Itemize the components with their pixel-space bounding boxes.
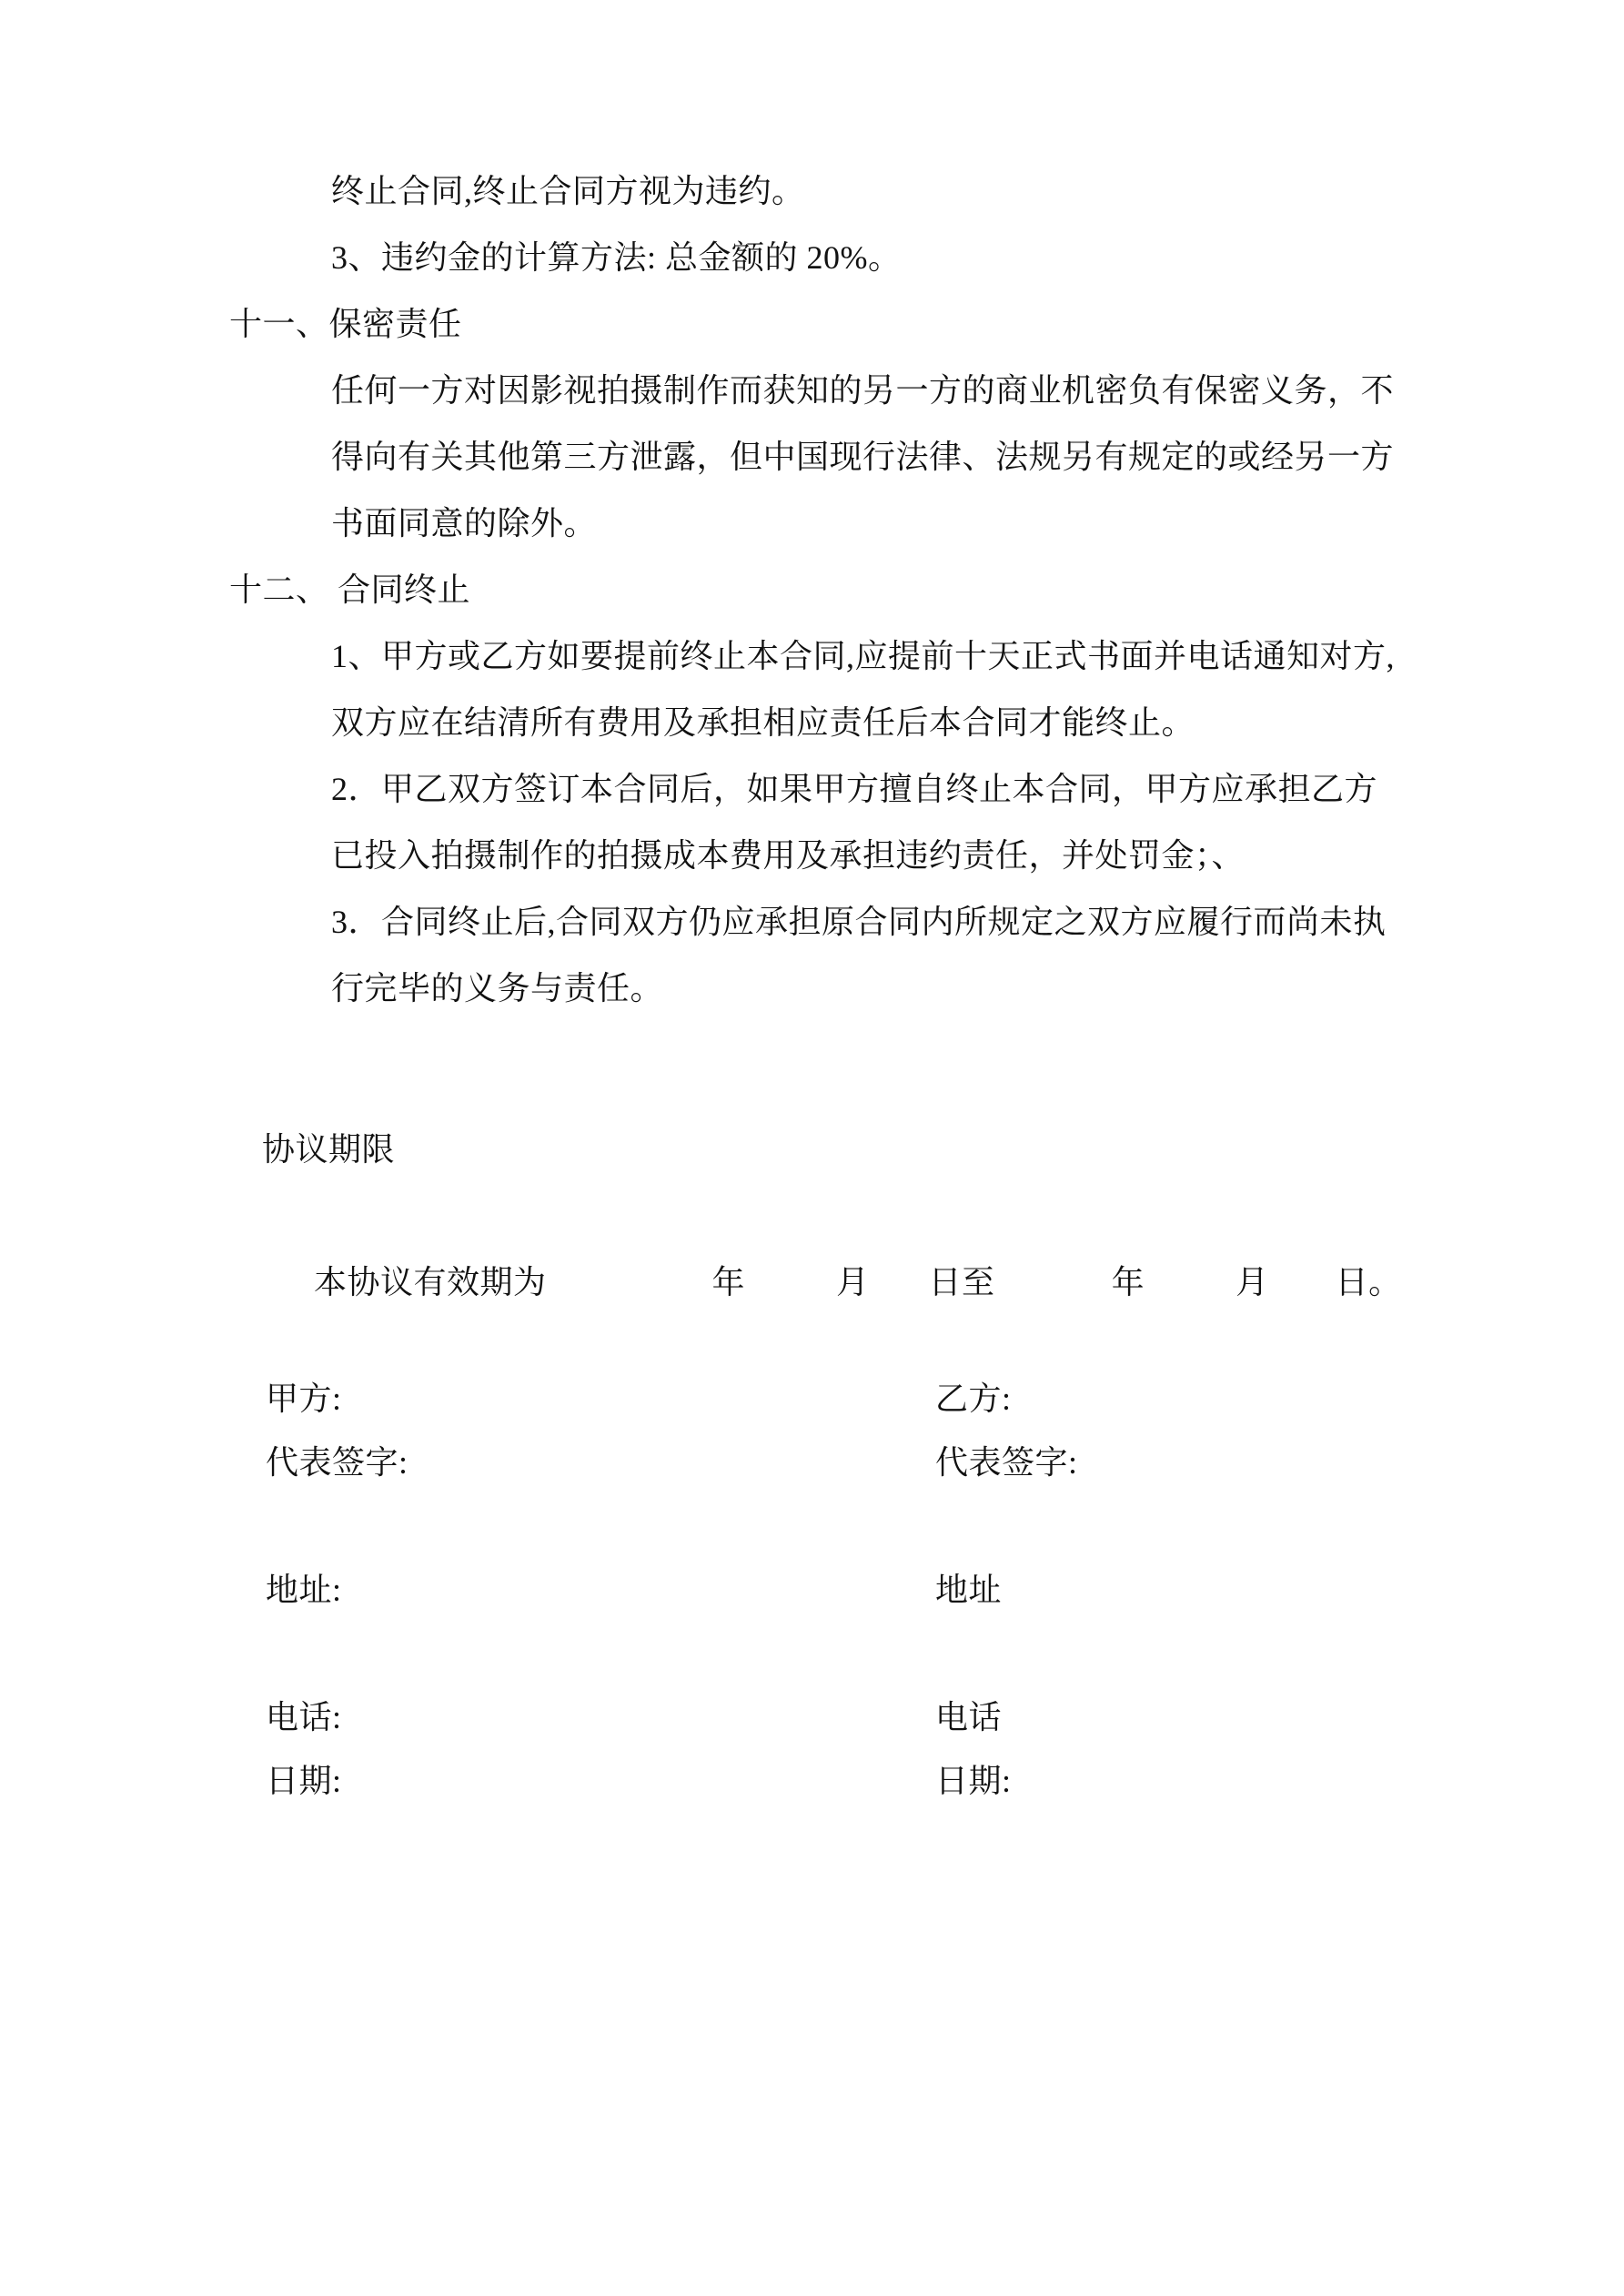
validity-day-end-label: 日。: [1335, 1264, 1402, 1300]
signature-row-party: [266, 1367, 1624, 1431]
contract-text-line: 双方应在结清所有费用及承担相应责任后本合同才能终止。: [331, 704, 1195, 741]
party-a-phone-label: 电话:: [266, 1699, 342, 1735]
party-b-date-label: 日期:: [935, 1763, 1012, 1799]
validity-month-label-1: 月: [836, 1264, 870, 1300]
party-b-label: 乙方:: [935, 1381, 1012, 1417]
validity-period-line: [262, 1183, 1624, 1300]
validity-year-label-1: 年: [711, 1264, 746, 1300]
party-b-address-label: 地址: [935, 1572, 1003, 1608]
contract-text-line: 2．甲乙双方签订本合同后，如果甲方擅自终止本合同，甲方应承担乙方: [331, 771, 1378, 807]
party-a-address-label: 地址:: [266, 1572, 342, 1608]
contract-text-line: 任何一方对因影视拍摄制作而获知的另一方的商业机密负有保密义务，不: [331, 372, 1395, 409]
spacer-cell: [935, 1494, 1624, 1558]
signature-block: [0, 1367, 1624, 1813]
party-a-label: 甲方:: [266, 1381, 342, 1417]
contract-text-line: 1、甲方或乙方如要提前终止本合同,应提前十天正式书面并电话通知对方,: [331, 638, 1396, 674]
spacer-cell: [266, 1494, 935, 1558]
signature-row-sign: [266, 1431, 1624, 1494]
party-b-sign-label: 代表签字:: [935, 1444, 1078, 1481]
validity-prefix: 本协议有效期为: [314, 1264, 547, 1300]
contract-text-line: 终止合同,终止合同方视为违约。: [331, 173, 805, 209]
party-a-sign-label: 代表签字:: [266, 1444, 409, 1481]
signature-row-spacer: [266, 1622, 1624, 1685]
signature-row-date: [266, 1749, 1624, 1813]
party-b-phone-label: 电话: [935, 1699, 1003, 1735]
spacer-cell: [266, 1622, 935, 1685]
contract-text-line: 已投入拍摄制作的拍摄成本费用及承担违约责任，并处罚金；、: [331, 837, 1246, 874]
contract-text-line: 书面同意的除外。: [331, 505, 598, 541]
section-heading-12: 十二、 合同终止: [229, 571, 471, 608]
validity-year-label-2: 年: [1111, 1264, 1145, 1300]
contract-text-line: 3．合同终止后,合同双方仍应承担原合同内所规定之双方应履行而尚未执: [331, 904, 1387, 940]
signature-row-address: [266, 1558, 1624, 1622]
spacer-cell: [935, 1622, 1624, 1685]
contract-text-line: 行完毕的义务与责任。: [331, 970, 664, 1006]
validity-month-label-2: 月: [1236, 1264, 1269, 1300]
agreement-term-title: 协议期限: [262, 1131, 396, 1168]
contract-text-line: 得向有关其他第三方泄露，但中国现行法律、法规另有规定的或经另一方: [331, 439, 1395, 475]
signature-row-spacer: [266, 1494, 1624, 1558]
party-a-date-label: 日期:: [266, 1763, 342, 1799]
contract-text-line: 3、违约金的计算方法: 总金额的 20%。: [331, 239, 902, 276]
signature-row-phone: [266, 1685, 1624, 1749]
validity-day-to-label: 日至: [928, 1264, 995, 1300]
section-heading-11: 十一、保密责任: [229, 306, 462, 342]
